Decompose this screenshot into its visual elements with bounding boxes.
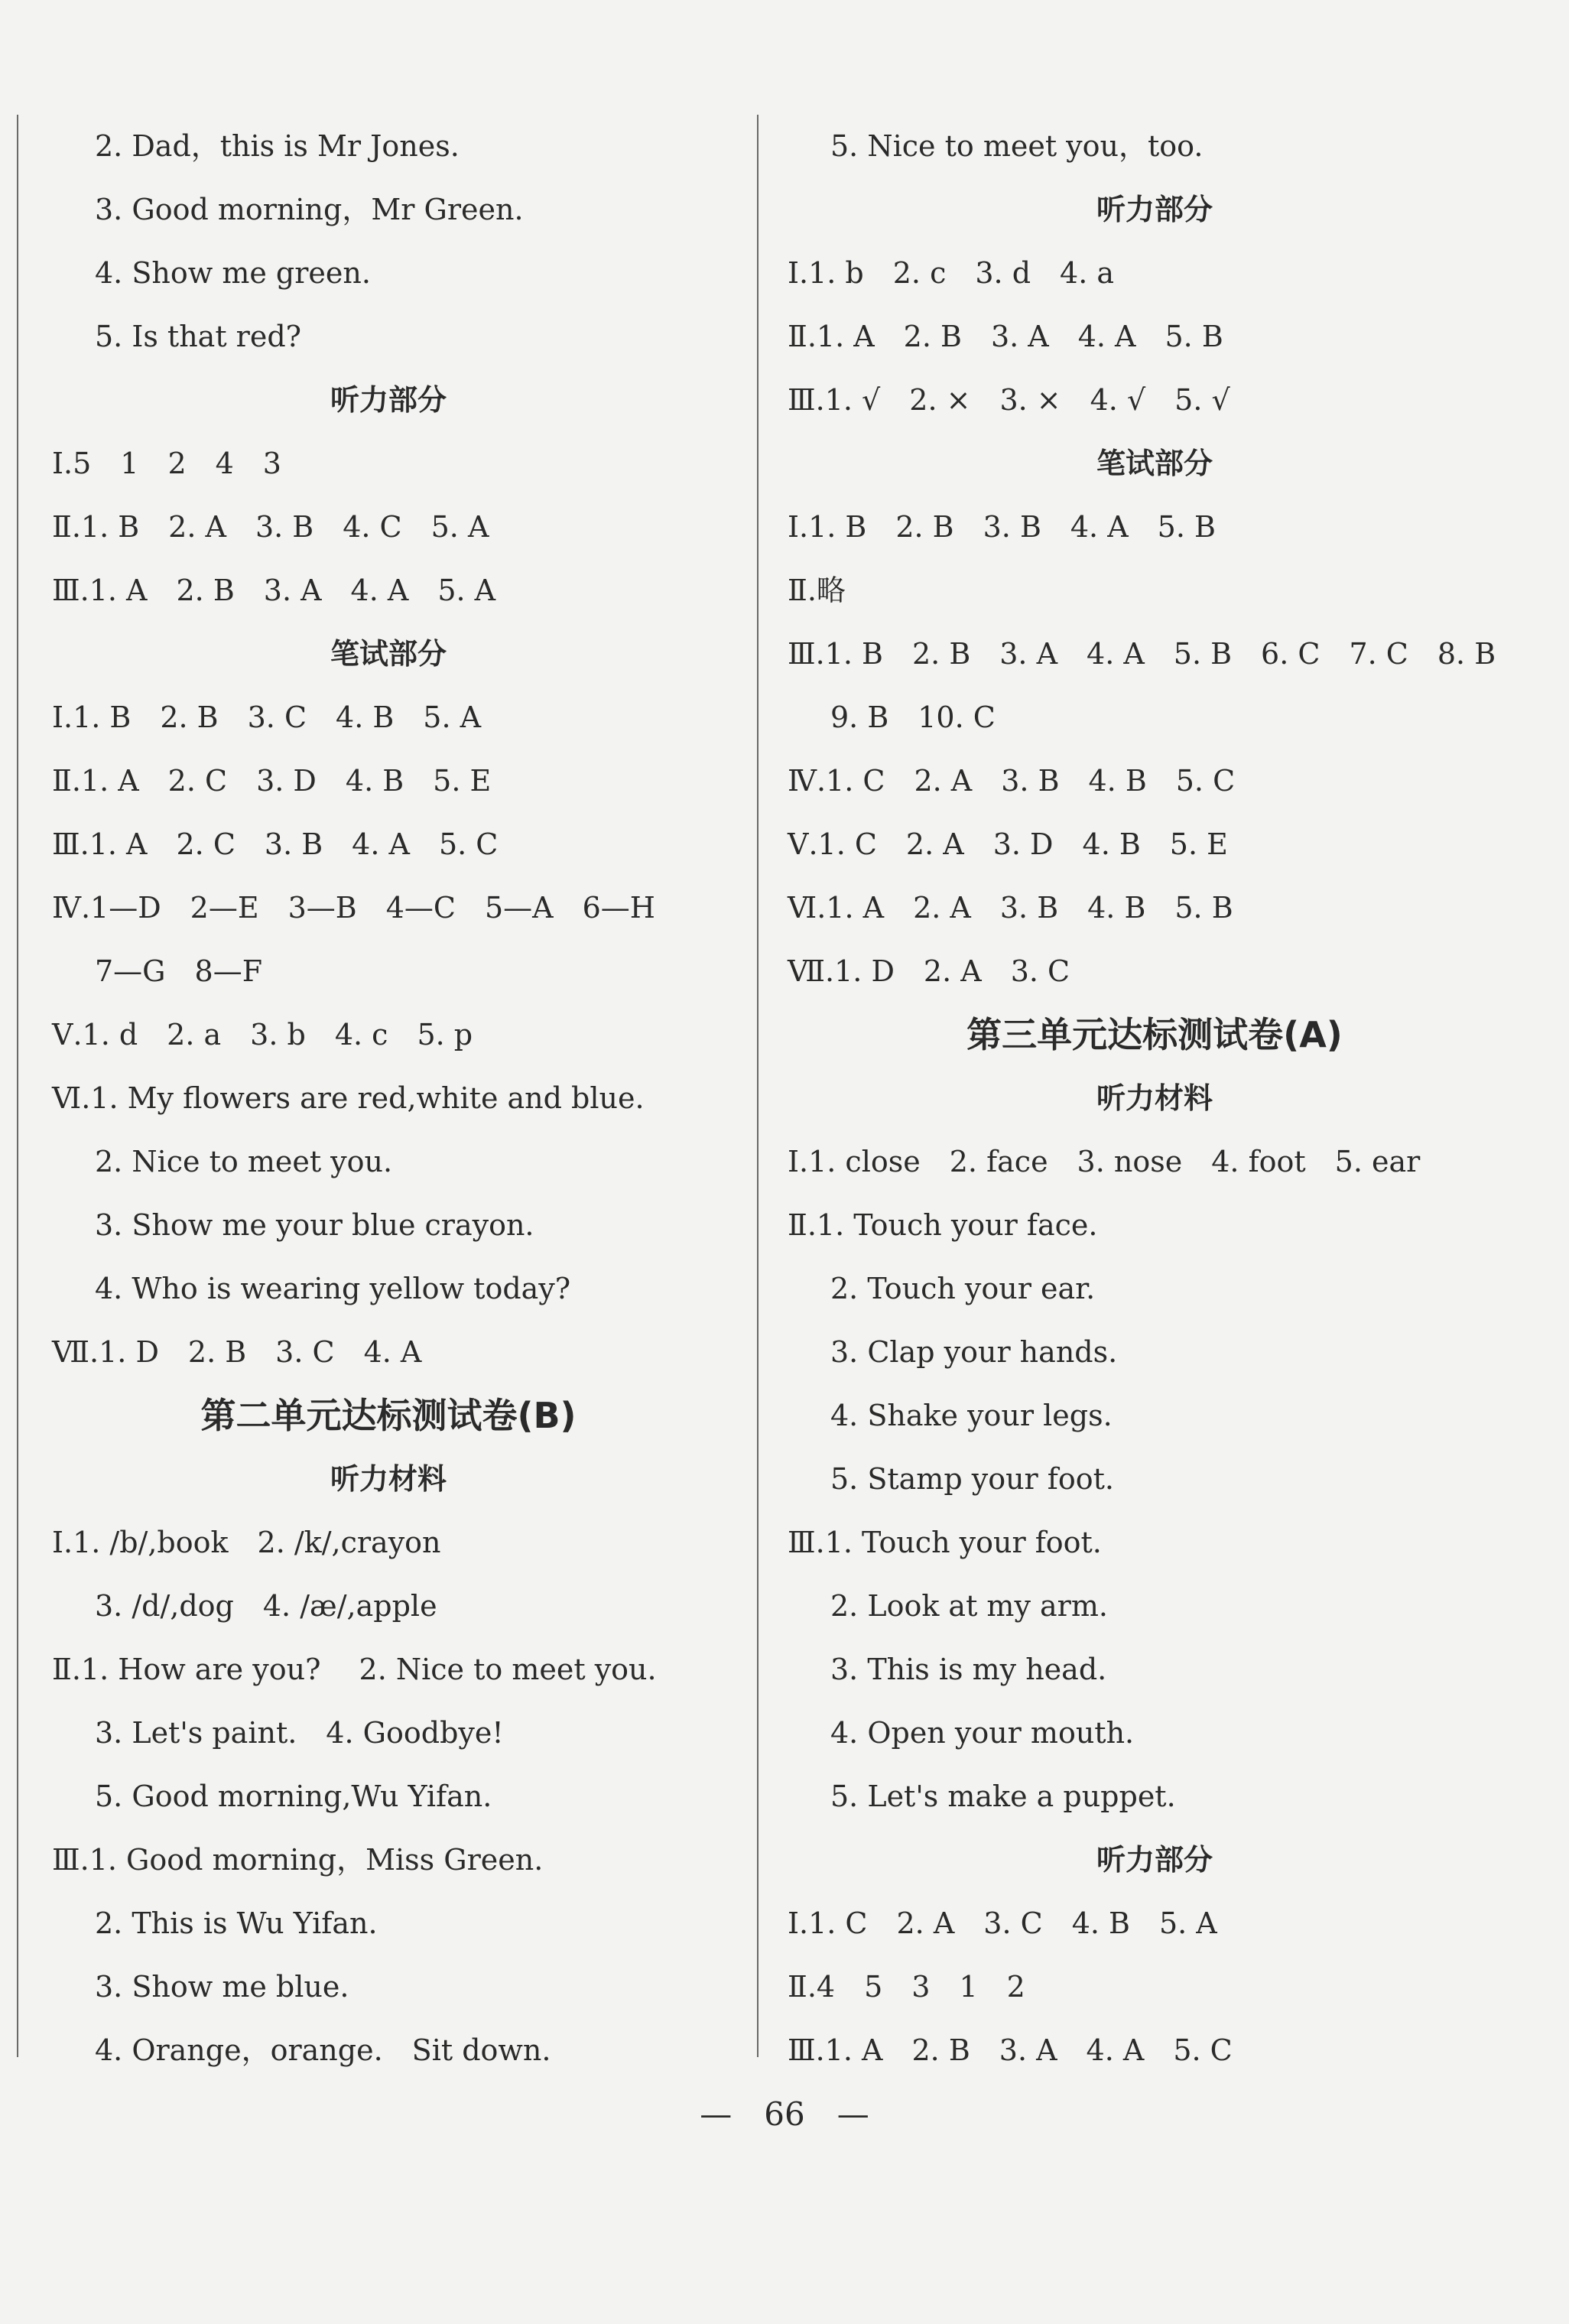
answer-line: Ⅰ.1. B 2. B 3. B 4. A 5. B — [788, 510, 1216, 544]
answer-line: 4. Open your mouth. — [830, 1716, 1135, 1750]
answer-line: Ⅰ.1. b 2. c 3. d 4. a — [788, 256, 1115, 290]
answer-line: 3. Good morning，Mr Green. — [95, 193, 524, 226]
answer-line: Ⅰ.1. close 2. face 3. nose 4. foot 5. ear — [788, 1145, 1421, 1178]
section-heading: 笔试部分 — [330, 637, 447, 671]
left-margin-rule — [17, 115, 18, 2057]
answer-line: 4. Who is wearing yellow today? — [95, 1272, 571, 1305]
answer-line: 3. Let's paint. 4. Goodbye! — [95, 1716, 504, 1750]
answer-line: Ⅲ.1. A 2. B 3. A 4. A 5. A — [52, 574, 496, 607]
answer-line: 2. This is Wu Yifan. — [95, 1906, 378, 1940]
answer-line: 3. Clap your hands. — [830, 1335, 1118, 1369]
answer-line: 3. /d/,dog 4. /æ/,apple — [95, 1589, 437, 1623]
answer-line: 9. B 10. C — [830, 700, 996, 734]
answer-line: 3. Show me blue. — [95, 1970, 349, 2004]
answer-line: Ⅰ.1. B 2. B 3. C 4. B 5. A — [52, 700, 482, 734]
answer-line: Ⅱ.1. Touch your face. — [788, 1208, 1098, 1242]
answer-line: Ⅰ.1. C 2. A 3. C 4. B 5. A — [788, 1906, 1217, 1940]
answer-line: Ⅳ.1. C 2. A 3. B 4. B 5. C — [788, 764, 1236, 798]
answer-line: Ⅵ.1. My flowers are red,white and blue. — [52, 1081, 645, 1115]
section-heading: 听力部分 — [1096, 193, 1213, 226]
section-heading: 听力材料 — [1096, 1081, 1213, 1115]
answer-line: 5. Stamp your foot. — [830, 1462, 1114, 1496]
answer-line: Ⅳ.1—D 2—E 3—B 4—C 5—A 6—H — [52, 891, 655, 925]
answer-line: Ⅲ.1. A 2. B 3. A 4. A 5. C — [788, 2033, 1233, 2067]
answer-line: Ⅴ.1. d 2. a 3. b 4. c 5. p — [52, 1018, 473, 1051]
page-number: — 66 — — [700, 2095, 869, 2133]
section-heading: 听力部分 — [330, 383, 447, 417]
answer-line: 2. Nice to meet you. — [95, 1145, 393, 1178]
answer-line: 5. Is that red? — [95, 320, 302, 353]
answer-line: 2. Touch your ear. — [830, 1272, 1096, 1305]
section-heading: 笔试部分 — [1096, 447, 1213, 480]
answer-line: 4. Shake your legs. — [830, 1399, 1113, 1432]
answer-line: 4. Orange，orange. Sit down. — [95, 2033, 551, 2067]
answer-line: Ⅲ.1. B 2. B 3. A 4. A 5. B 6. C 7. C 8. B — [788, 637, 1496, 671]
answer-line: Ⅲ.1. Touch your foot. — [788, 1526, 1102, 1559]
answer-line: Ⅰ.1. /b/,book 2. /k/,crayon — [52, 1526, 441, 1559]
section-heading: 听力部分 — [1096, 1843, 1213, 1877]
answer-line: 3. Show me your blue crayon. — [95, 1208, 534, 1242]
answer-line: 3. This is my head. — [830, 1653, 1107, 1686]
answer-line: Ⅲ.1. A 2. C 3. B 4. A 5. C — [52, 827, 499, 861]
section-heading: 听力材料 — [330, 1462, 447, 1496]
answer-line: Ⅱ.1. A 2. B 3. A 4. A 5. B — [788, 320, 1223, 353]
answer-line: Ⅱ.1. How are you? 2. Nice to meet you. — [52, 1653, 657, 1686]
answer-line: 7—G 8—F — [95, 954, 263, 988]
answer-line: 5. Let's make a puppet. — [830, 1780, 1176, 1813]
answer-line: Ⅲ.1. √ 2. × 3. × 4. √ 5. √ — [788, 383, 1230, 417]
answer-line: Ⅶ.1. D 2. A 3. C — [788, 954, 1070, 988]
unit-title: 第二单元达标测试卷(B) — [200, 1395, 577, 1436]
right-column — [788, 115, 1522, 2082]
unit-title: 第三单元达标测试卷(A) — [966, 1014, 1343, 1055]
answer-line: 5. Nice to meet you，too. — [830, 129, 1204, 163]
answer-line: Ⅶ.1. D 2. B 3. C 4. A — [52, 1335, 422, 1369]
column-divider — [757, 115, 759, 2057]
answer-line: Ⅲ.1. Good morning，Miss Green. — [52, 1843, 544, 1877]
answer-line: Ⅵ.1. A 2. A 3. B 4. B 5. B — [788, 891, 1233, 925]
answer-line: Ⅱ.1. B 2. A 3. B 4. C 5. A — [52, 510, 489, 544]
answer-line: Ⅱ.4 5 3 1 2 — [788, 1970, 1025, 2004]
answer-line: 5. Good morning,Wu Yifan. — [95, 1780, 492, 1813]
answer-line: 2. Look at my arm. — [830, 1589, 1108, 1623]
answer-line: 4. Show me green. — [95, 256, 371, 290]
answer-line: Ⅱ.略 — [788, 574, 846, 607]
left-column — [52, 115, 725, 2082]
answer-line: Ⅱ.1. A 2. C 3. D 4. B 5. E — [52, 764, 492, 798]
answer-line: 2. Dad，this is Mr Jones. — [95, 129, 460, 163]
answer-line: Ⅴ.1. C 2. A 3. D 4. B 5. E — [788, 827, 1228, 861]
answer-line: Ⅰ.5 1 2 4 3 — [52, 447, 281, 480]
